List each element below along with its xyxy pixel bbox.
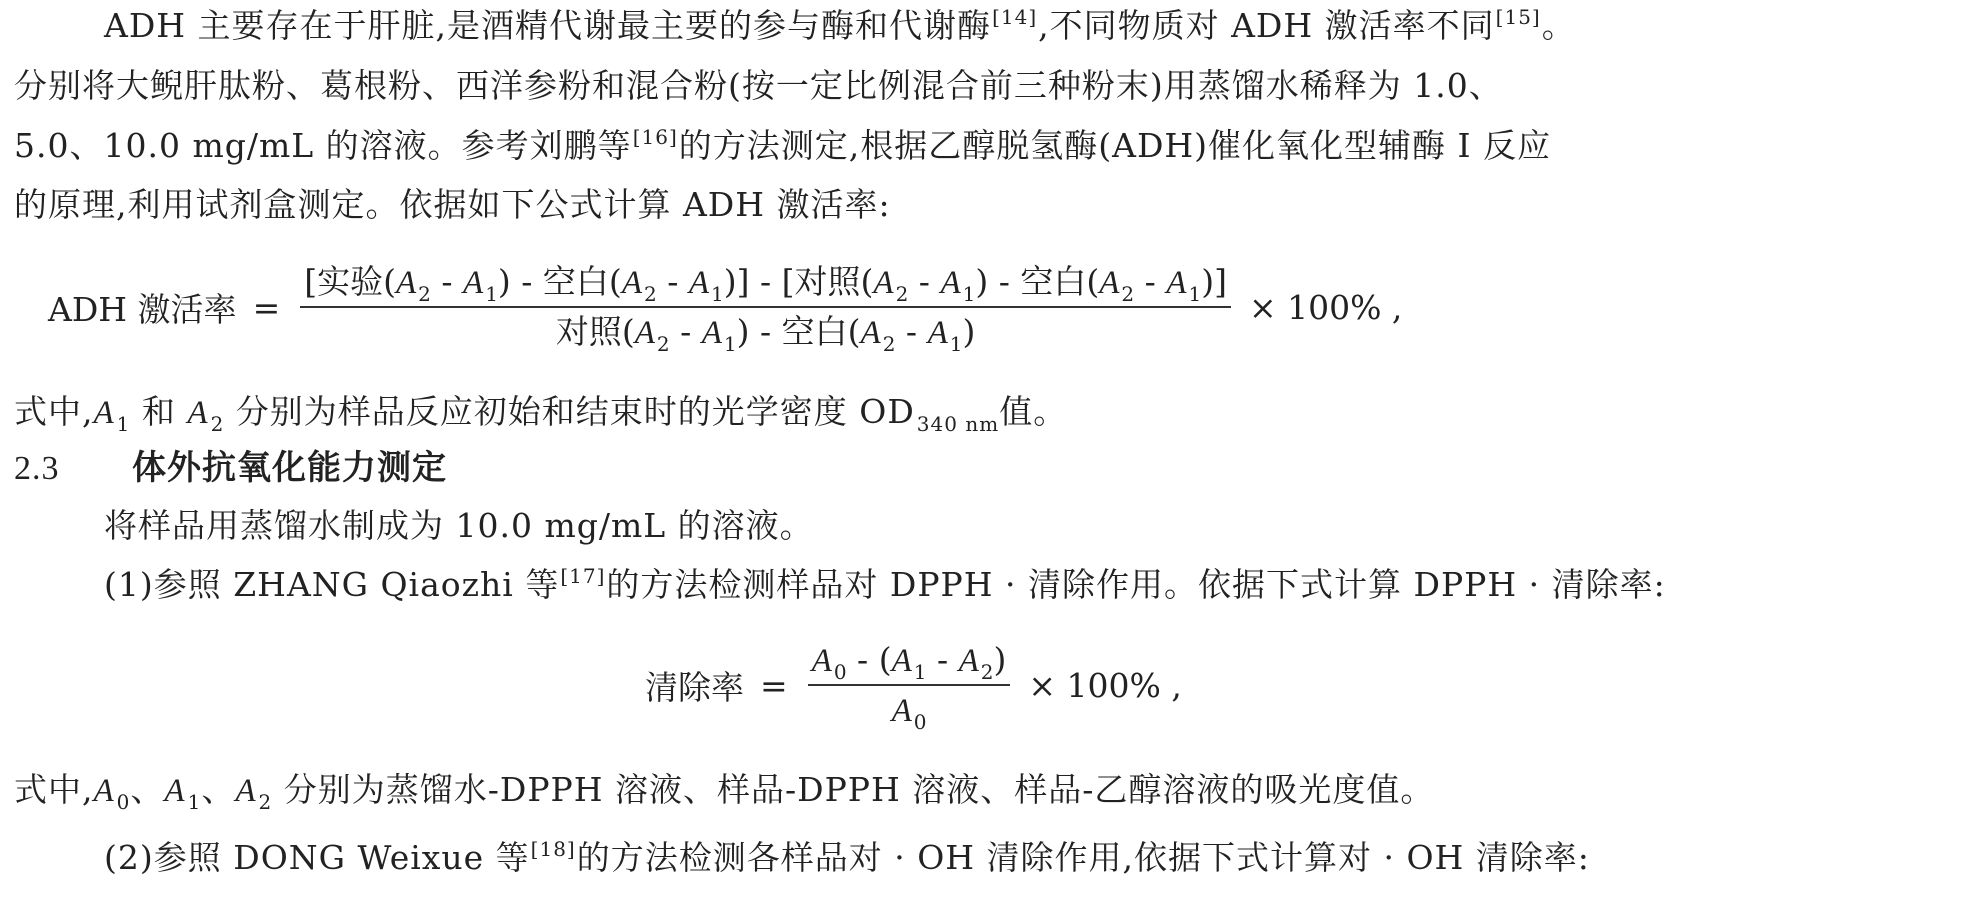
fraction-denominator [888, 690, 931, 734]
para4 [104, 838, 1590, 878]
var-a: A [395, 265, 417, 301]
fraction-numerator [808, 640, 1011, 684]
para1-line2 [14, 66, 1503, 106]
var-a: A [187, 395, 209, 431]
para1-line4 [14, 185, 891, 225]
var-a: A [164, 773, 186, 809]
text: )] - [对照( [723, 262, 874, 301]
text: 分别将大鲵肝肽粉、葛根粉、西洋参粉和混合粉(按一定比例混合前三种粉末)用蒸馏水稀释为 1.0、 [14, 66, 1503, 105]
formula-multiplier: × 100% , [1028, 666, 1182, 705]
text: 的方法检测样品对 DPPH · 清除作用。依据下式计算 DPPH · 清除率: [606, 565, 1666, 604]
text: 的方法检测各样品对 · OH 清除作用,依据下式计算对 · OH 清除率: [576, 838, 1590, 877]
text: - [926, 640, 959, 679]
section-heading [14, 448, 447, 489]
text: 、 [130, 770, 165, 809]
text: - [1134, 262, 1167, 301]
text: - [669, 312, 702, 351]
var-a: A [1099, 265, 1120, 301]
text: - ( [846, 640, 892, 679]
text: 值。 [999, 392, 1068, 431]
subscript: 1 [949, 332, 963, 356]
var-a: A [958, 643, 979, 679]
var-a: A [940, 265, 961, 301]
subscript: 1 [1188, 282, 1202, 306]
subscript: 2 [656, 332, 670, 356]
text: 分别为样品反应初始和结束时的光学密度 OD [224, 392, 915, 431]
text: 和 [130, 392, 188, 431]
var-a: A [463, 265, 484, 301]
var-a: A [1166, 265, 1187, 301]
subscript: 2 [882, 332, 896, 356]
dpph-scavenging-formula [645, 640, 1182, 734]
text: 的方法测定,根据乙醇脱氢酶(ADH)催化氧化型辅酶 I 反应 [678, 126, 1552, 165]
subscript: 1 [962, 282, 976, 306]
para1-line1 [104, 6, 1576, 46]
citation-18[interactable]: [18] [530, 837, 576, 861]
text: 将样品用蒸馏水制成为 10.0 mg/mL 的溶液。 [104, 506, 814, 545]
var-a: A [891, 643, 912, 679]
citation-15[interactable]: [15] [1495, 5, 1541, 29]
var-a: A [701, 315, 722, 351]
var-a: A [860, 315, 881, 351]
equals-sign: = [760, 666, 788, 705]
subscript: 1 [187, 790, 202, 814]
text: ) [993, 640, 1007, 679]
fraction [808, 640, 1011, 734]
var-a: A [634, 315, 655, 351]
subscript: 2 [258, 790, 273, 814]
text: )] [1201, 262, 1227, 301]
text: - [908, 262, 941, 301]
fraction-denominator [552, 312, 980, 356]
text: 。 [1541, 6, 1576, 45]
subscript: 0 [913, 710, 927, 734]
citation-14[interactable]: [14] [992, 5, 1038, 29]
text: 5.0、10.0 mg/mL 的溶液。参考刘鹏等 [14, 126, 632, 165]
para2 [104, 506, 814, 546]
text: 式中, [14, 392, 94, 431]
subscript: 2 [980, 660, 994, 684]
var-a: A [621, 265, 642, 301]
subscript: 0 [833, 660, 847, 684]
subscript: 2 [1121, 282, 1135, 306]
var-a: A [927, 315, 948, 351]
text: 、 [201, 770, 236, 809]
adh-activation-formula [48, 262, 1403, 356]
fraction-numerator [300, 262, 1231, 306]
od-subscript: 340 nm [916, 412, 1000, 436]
para3 [104, 565, 1666, 605]
var-a: A [93, 773, 115, 809]
var-a: A [688, 265, 710, 301]
text: 的原理,利用试剂盒测定。依据如下公式计算 ADH 激活率: [14, 185, 891, 224]
var-a: A [235, 773, 257, 809]
subscript: 1 [913, 660, 927, 684]
text: (2)参照 DONG Weixue 等 [104, 838, 530, 877]
subscript: 1 [723, 332, 737, 356]
text: ADH 主要存在于肝脏,是酒精代谢最主要的参与酶和代谢酶 [104, 6, 992, 45]
text: - [656, 262, 689, 301]
text: 对照( [555, 312, 635, 351]
equals-sign: = [252, 288, 281, 327]
citation-16[interactable]: [16] [632, 125, 678, 149]
var-a: A [891, 693, 912, 729]
text: ,不同物质对 ADH 激活率不同 [1038, 6, 1495, 45]
text: - [430, 262, 464, 301]
subscript: 1 [485, 282, 498, 306]
where-clause-2 [14, 770, 1435, 814]
text: 式中, [14, 770, 94, 809]
subscript: 2 [895, 282, 909, 306]
formula-multiplier: × 100% , [1248, 288, 1403, 327]
var-a: A [873, 265, 894, 301]
text: 分别为蒸馏水-DPPH 溶液、样品-DPPH 溶液、样品-乙醇溶液的吸光度值。 [272, 770, 1435, 809]
subscript: 0 [116, 790, 131, 814]
text: - [895, 312, 928, 351]
subscript: 2 [210, 412, 225, 436]
para1-line3 [14, 126, 1551, 166]
subscript: 2 [643, 282, 657, 306]
subscript: 1 [711, 282, 724, 306]
fraction-bar [300, 306, 1231, 308]
fraction [300, 262, 1231, 356]
where-clause-1 [14, 392, 1068, 436]
text: ) - 空白( [975, 262, 1100, 301]
citation-17[interactable]: [17] [560, 564, 606, 588]
text: (1)参照 ZHANG Qiaozhi 等 [104, 565, 560, 604]
fraction-bar [808, 684, 1011, 686]
section-number: 2.3 [14, 450, 60, 487]
formula-lhs: ADH 激活率 [48, 290, 237, 329]
text: [实验( [304, 262, 396, 301]
var-a: A [93, 395, 115, 431]
subscript: 2 [418, 282, 431, 306]
text: ) - 空白( [497, 262, 622, 301]
section-title: 体外抗氧化能力测定 [132, 448, 447, 488]
formula-lhs: 清除率 [645, 668, 744, 707]
text: ) [962, 312, 976, 351]
var-a: A [811, 643, 832, 679]
subscript: 1 [116, 412, 131, 436]
text: ) - 空白( [736, 312, 861, 351]
